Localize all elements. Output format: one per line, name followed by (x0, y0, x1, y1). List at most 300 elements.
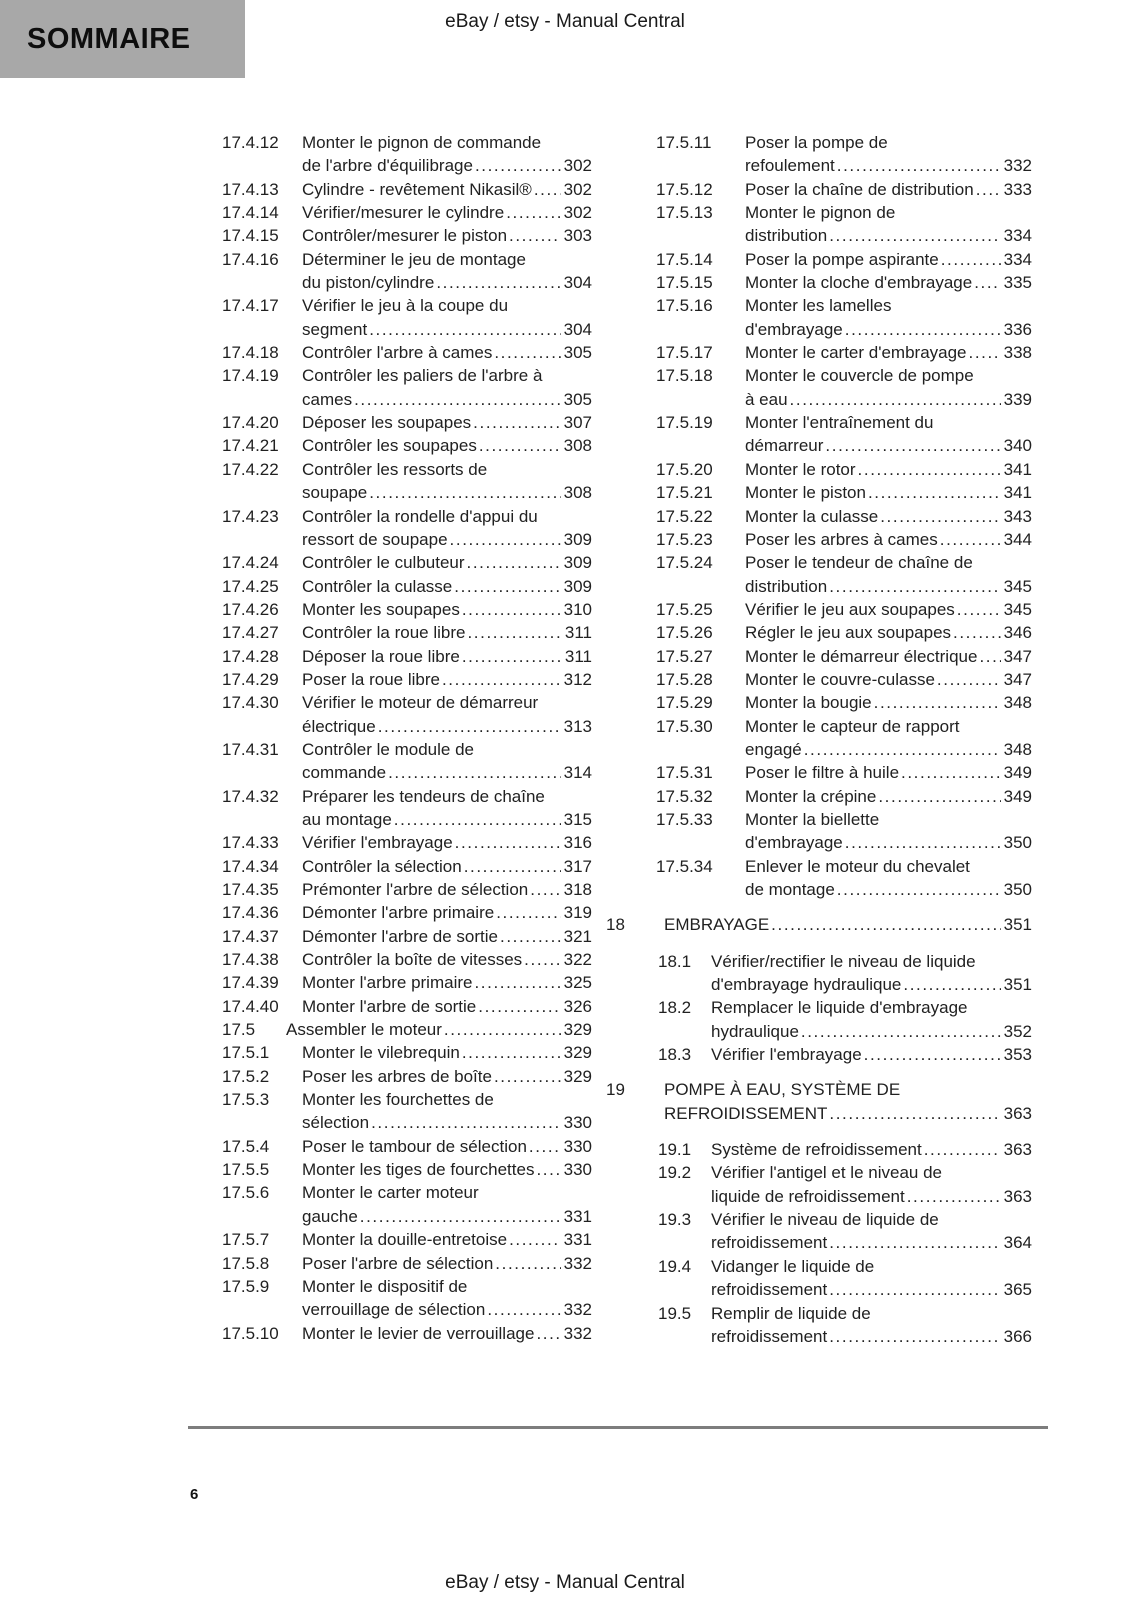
toc-entry-19.5 (658, 1302, 1032, 1349)
toc-entry-17.5.1 (222, 1041, 592, 1064)
toc-entry-17.4.40 (222, 995, 592, 1018)
toc-right-column (606, 131, 1032, 1348)
toc-entry-text: refroidissement (711, 1233, 828, 1253)
toc-entry-19.3 (658, 1208, 1032, 1255)
toc-entry-number: 17.5.26 (656, 623, 713, 643)
toc-entry-text: Monter la biellette (745, 809, 880, 829)
toc-entry-text: liquide de refroidissement (711, 1186, 905, 1206)
toc-entry-17.5.28 (656, 668, 1032, 691)
toc-entry-page: 309 (563, 529, 592, 549)
toc-entry-page: 330 (563, 1136, 592, 1156)
dot-leader (462, 598, 561, 621)
toc-entry-number: 17.5.12 (656, 179, 713, 199)
dot-leader (804, 738, 1001, 761)
toc-entry-body (745, 364, 1032, 411)
toc-entry-text: Prémonter l'arbre de sélection (302, 880, 529, 899)
toc-entry-page: 364 (1003, 1233, 1032, 1253)
toc-entry-page: 305 (563, 343, 592, 363)
toc-entry-lastline (302, 434, 592, 457)
toc-entry-number: 17.4.12 (222, 133, 279, 152)
toc-entry-lastline (302, 878, 592, 901)
toc-entry-text: Vérifier l'antigel et le niveau de (711, 1163, 942, 1183)
toc-entry-number: 19.2 (658, 1163, 692, 1183)
dot-leader (536, 1322, 560, 1345)
toc-entry-text: Poser la roue libre (302, 669, 440, 689)
toc-entry-text: à eau (745, 389, 788, 409)
toc-entry-number: 17.5.5 (222, 1160, 270, 1180)
toc-entry-body (711, 1302, 1032, 1349)
toc-entry-text: Monter le vilebrequin (302, 1043, 460, 1063)
toc-entry-text: de montage (745, 880, 835, 899)
toc-entry-page: 347 (1003, 669, 1032, 689)
toc-entry-text: d'embrayage hydraulique (711, 975, 902, 995)
toc-entry-lastline (711, 973, 1032, 996)
toc-entry-lastline (745, 645, 1032, 668)
toc-entry-number: 17.4.34 (222, 856, 279, 876)
toc-entry-page: 363 (1003, 1186, 1032, 1206)
toc-entry-number: 17.4.22 (222, 459, 279, 479)
dot-leader (479, 434, 561, 457)
toc-entry-number: 17.5.21 (656, 483, 713, 503)
toc-entry-body (302, 364, 592, 411)
toc-entry-19.2 (658, 1161, 1032, 1208)
toc-entry-17.5.14 (656, 248, 1032, 271)
toc-entry-lastline (745, 621, 1032, 644)
toc-entry-text: gauche (302, 1206, 358, 1226)
toc-entry-page: 345 (1003, 599, 1032, 619)
toc-entry-text: Système de refroidissement (711, 1140, 922, 1160)
toc-entry-text: Cylindre - revêtement Nikasil® (302, 179, 532, 199)
toc-entry-page: 332 (563, 1253, 592, 1273)
toc-entry-page: 302 (563, 203, 592, 223)
toc-entry-text: Monter l'entraînement du (745, 413, 934, 433)
toc-entry-lastline (745, 575, 1032, 598)
dot-leader (829, 1278, 1000, 1301)
toc-entry-body (302, 925, 592, 948)
toc-entry-number: 18.3 (658, 1045, 692, 1065)
toc-entry-number: 17.4.32 (222, 786, 279, 806)
toc-entry-text: Poser le tambour de sélection (302, 1136, 527, 1156)
toc-entry-page: 302 (563, 156, 592, 176)
toc-entry-number: 17.5.7 (222, 1230, 270, 1250)
toc-entry-number: 17.4.38 (222, 950, 279, 970)
toc-entry-17.4.16 (222, 248, 592, 295)
toc-entry-number: 17.5.20 (656, 459, 713, 479)
toc-entry-17.4.38 (222, 948, 592, 971)
toc-entry-17.5.20 (656, 458, 1032, 481)
toc-entry-page: 341 (1003, 483, 1032, 503)
toc-entry-lastline (302, 1065, 592, 1088)
toc-entry-lastline (745, 785, 1032, 808)
toc-entry-text: Monter l'arbre de sortie (302, 996, 477, 1016)
toc-entry-page: 345 (1003, 576, 1032, 596)
toc-entry-body (745, 294, 1032, 341)
toc-entry-text: Monter le carter moteur (302, 1183, 479, 1203)
toc-entry-lastline (302, 948, 592, 971)
toc-entry-17.4.28 (222, 645, 592, 668)
toc-entry-body (745, 528, 1032, 551)
toc-entry-number: 17.5.6 (222, 1183, 270, 1203)
toc-entry-17.4.24 (222, 551, 592, 574)
dot-leader (845, 318, 1001, 341)
toc-entry-page: 363 (1003, 1140, 1032, 1160)
dot-leader (937, 668, 1001, 691)
toc-entry-lastline (302, 855, 592, 878)
toc-entry-text: Contrôler la rondelle d'appui du (302, 506, 538, 526)
dot-leader (790, 388, 1001, 411)
toc-entry-number: 17.5.13 (656, 203, 713, 223)
toc-entry-text: Monter le couvercle de pompe (745, 366, 974, 386)
toc-entry-page: 311 (564, 623, 592, 643)
toc-entry-page: 305 (563, 389, 592, 409)
dot-leader (394, 808, 561, 831)
toc-entry-body (711, 1138, 1032, 1161)
toc-entry-text: Vidanger le liquide de (711, 1256, 875, 1276)
toc-entry-body (302, 131, 592, 178)
toc-entry-body (302, 1065, 592, 1088)
toc-entry-17.5.2 (222, 1065, 592, 1088)
toc-entry-17.5.16 (656, 294, 1032, 341)
toc-entry-lastline (302, 598, 592, 621)
toc-entry-text: Démonter l'arbre primaire (302, 903, 495, 923)
toc-entry-number: 17.5.22 (656, 506, 713, 526)
toc-entry-page: 349 (1003, 763, 1032, 783)
toc-entry-page: 304 (563, 273, 592, 293)
dot-leader (529, 1135, 561, 1158)
toc-entry-text: Poser la chaîne de distribution (745, 179, 974, 199)
toc-entry-body (302, 901, 592, 924)
toc-entry-text: Assembler le moteur (286, 1020, 442, 1040)
toc-entry-17.4.22 (222, 458, 592, 505)
toc-entry-lastline (745, 458, 1032, 481)
dot-leader (901, 761, 1001, 784)
toc-entry-lastline (745, 178, 1032, 201)
toc-entry-number: 17.5.34 (656, 856, 713, 876)
toc-entry-17.4.36 (222, 901, 592, 924)
toc-entry-lastline (286, 1018, 592, 1041)
toc-entry-17.5.7 (222, 1228, 592, 1251)
document-header-title: eBay / etsy - Manual Central (445, 11, 685, 32)
toc-entry-lastline (711, 1231, 1032, 1254)
toc-entry-body (745, 808, 1032, 855)
toc-entry-page: 329 (563, 1043, 592, 1063)
toc-entry-text: Monter le levier de verrouillage (302, 1323, 535, 1343)
dot-leader (444, 1018, 561, 1041)
toc-entry-body (302, 505, 592, 552)
toc-entry-17.4.12 (222, 131, 592, 178)
toc-entry-text: Remplir de liquide de (711, 1303, 871, 1323)
toc-entry-number: 17.5.1 (222, 1043, 270, 1063)
toc-entry-17.4.20 (222, 411, 592, 434)
toc-entry-page: 348 (1003, 693, 1032, 713)
toc-entry-page: 310 (563, 599, 592, 619)
toc-entry-body (745, 551, 1032, 598)
toc-entry-page: 331 (563, 1206, 592, 1226)
toc-entry-number: 17.4.17 (222, 296, 279, 316)
toc-entry-page: 317 (563, 856, 592, 876)
toc-entry-body (745, 271, 1032, 294)
toc-entry-number: 17.5.18 (656, 366, 713, 386)
toc-entry-body (302, 341, 592, 364)
toc-entry-text: Contrôler le culbuteur (302, 553, 465, 573)
toc-entry-lastline (745, 388, 1032, 411)
toc-entry-number: 19 (606, 1080, 625, 1100)
toc-entry-text: Poser le filtre à huile (745, 763, 900, 783)
toc-entry-17.4.18 (222, 341, 592, 364)
toc-entry-page: 348 (1003, 739, 1032, 759)
toc-entry-text: du piston/cylindre (302, 273, 435, 293)
dot-leader (467, 621, 561, 644)
toc-entry-text: Contrôler la sélection (302, 856, 462, 876)
toc-entry-body (302, 738, 592, 785)
toc-entry-lastline (711, 1325, 1032, 1348)
toc-entry-lastline (302, 1041, 592, 1064)
toc-entry-text: Monter le piston (745, 483, 866, 503)
toc-entry-page: 365 (1003, 1280, 1032, 1300)
toc-entry-number: 17.5.11 (656, 133, 712, 152)
toc-entry-text: Monter le carter d'embrayage (745, 343, 967, 363)
toc-entry-text: ressort de soupape (302, 529, 448, 549)
dot-leader (940, 528, 1001, 551)
toc-entry-text: distribution (745, 576, 828, 596)
toc-entry-lastline (302, 1228, 592, 1251)
toc-entry-body (302, 1088, 592, 1135)
toc-entry-text: refroidissement (711, 1326, 828, 1346)
toc-entry-page: 343 (1003, 506, 1032, 526)
toc-entry-17.4.19 (222, 364, 592, 411)
toc-entry-body (664, 913, 1032, 936)
toc-entry-number: 19.3 (658, 1210, 692, 1230)
toc-entry-lastline (302, 1252, 592, 1275)
toc-entry-text: Monter le couvre-culasse (745, 669, 935, 689)
toc-entry-page: 330 (563, 1160, 592, 1180)
toc-entry-19 (606, 1078, 1032, 1125)
toc-entry-text: Contrôler la roue libre (302, 623, 466, 643)
toc-entry-text: Poser le tendeur de chaîne de (745, 553, 973, 573)
toc-entry-number: 17.4.40 (222, 996, 279, 1016)
toc-entry-body (745, 341, 1032, 364)
toc-entry-text: verrouillage de sélection (302, 1300, 486, 1320)
dot-leader (360, 1205, 561, 1228)
toc-entry-18.1 (658, 950, 1032, 997)
toc-entry-page: 334 (1003, 249, 1032, 269)
toc-entry-body (302, 551, 592, 574)
dot-leader (467, 551, 561, 574)
toc-entry-body (302, 785, 592, 832)
dot-leader (369, 318, 560, 341)
toc-entry-body (286, 1018, 592, 1041)
toc-entry-17.5.32 (656, 785, 1032, 808)
toc-entry-number: 17.5.30 (656, 716, 713, 736)
toc-entry-lastline (302, 341, 592, 364)
toc-entry-body (302, 1228, 592, 1251)
toc-entry-lastline (302, 645, 592, 668)
document-footer-title: eBay / etsy - Manual Central (445, 1572, 685, 1593)
toc-entry-text: Contrôler le module de (302, 739, 474, 759)
dot-leader (462, 1041, 561, 1064)
dot-leader (534, 178, 561, 201)
toc-entry-page: 366 (1003, 1326, 1032, 1346)
toc-entry-number: 17.5.15 (656, 273, 713, 293)
dot-leader (475, 154, 561, 177)
toc-entry-text: Contrôler la boîte de vitesses (302, 950, 523, 970)
toc-entry-body (745, 411, 1032, 458)
toc-entry-number: 17.4.35 (222, 880, 279, 899)
toc-entry-body (302, 178, 592, 201)
toc-entry-17.4.15 (222, 224, 592, 247)
toc-entry-lastline (302, 925, 592, 948)
toc-entry-lastline (302, 831, 592, 854)
toc-entry-body (711, 950, 1032, 997)
dot-leader (837, 878, 1001, 901)
toc-entry-17.5.31 (656, 761, 1032, 784)
toc-entry-17.5.3 (222, 1088, 592, 1135)
toc-entry-17.4.30 (222, 691, 592, 738)
dot-leader (454, 575, 560, 598)
toc-entry-text: Monter la cloche d'embrayage (745, 273, 973, 293)
toc-entry-17.5.21 (656, 481, 1032, 504)
toc-entry-page: 349 (1003, 786, 1032, 806)
toc-entry-body (711, 1161, 1032, 1208)
toc-entry-page: 302 (563, 179, 592, 199)
toc-entry-lastline (302, 1135, 592, 1158)
toc-entry-lastline (302, 1298, 592, 1321)
toc-entry-body (302, 645, 592, 668)
toc-entry-body (745, 201, 1032, 248)
toc-entry-text: Contrôler l'arbre à cames (302, 343, 493, 363)
toc-entry-number: 19.1 (658, 1140, 692, 1160)
toc-entry-17.5.17 (656, 341, 1032, 364)
toc-entry-text: Vérifier/rectifier le niveau de liquide (711, 951, 976, 971)
toc-entry-text: cames (302, 389, 353, 409)
toc-entry-lastline (302, 224, 592, 247)
toc-entry-number: 17.4.13 (222, 179, 279, 199)
toc-entry-page: 313 (563, 716, 592, 736)
toc-entry-lastline (302, 761, 592, 784)
toc-entry-19.1 (658, 1138, 1032, 1161)
dot-leader (829, 224, 1000, 247)
toc-entry-page: 344 (1003, 529, 1032, 549)
toc-entry-text: Monter la crépine (745, 786, 877, 806)
toc-entry-17.5.9 (222, 1275, 592, 1322)
toc-entry-body (302, 855, 592, 878)
toc-entry-17.5.29 (656, 691, 1032, 714)
dot-leader (974, 271, 1000, 294)
toc-entry-17.4.25 (222, 575, 592, 598)
dot-leader (941, 248, 1001, 271)
toc-entry-number: 17.5.31 (656, 763, 713, 783)
toc-entry-text: de l'arbre d'équilibrage (302, 156, 473, 176)
toc-entry-page: 329 (563, 1020, 592, 1040)
toc-entry-body (745, 645, 1032, 668)
toc-entry-body (302, 575, 592, 598)
toc-entry-text: Régler le jeu aux soupapes (745, 623, 952, 643)
toc-entry-lastline (302, 668, 592, 691)
toc-entry-text: refroidissement (711, 1280, 828, 1300)
toc-entry-body (302, 878, 592, 901)
toc-entry-17.5.23 (656, 528, 1032, 551)
toc-entry-17.4.37 (222, 925, 592, 948)
toc-entry-body (664, 1078, 1032, 1125)
toc-entry-body (745, 691, 1032, 714)
toc-entry-17.5.18 (656, 364, 1032, 411)
toc-entry-text: Monter le pignon de (745, 203, 896, 223)
toc-entry-number: 17.4.14 (222, 203, 279, 223)
toc-entry-page: 336 (1003, 319, 1032, 339)
toc-entry-17.5.30 (656, 715, 1032, 762)
toc-entry-text: sélection (302, 1113, 370, 1133)
toc-entry-page: 316 (563, 833, 592, 853)
toc-entry-lastline (745, 528, 1032, 551)
toc-entry-number: 17.5.32 (656, 786, 713, 806)
toc-entry-lastline (745, 481, 1032, 504)
toc-entry-text: Poser les arbres à cames (745, 529, 938, 549)
toc-entry-number: 17.4.25 (222, 576, 279, 596)
dot-leader (907, 1185, 1001, 1208)
toc-entry-lastline (664, 1102, 1032, 1125)
toc-entry-number: 19.5 (658, 1303, 692, 1323)
toc-entry-17.4.21 (222, 434, 592, 457)
toc-entry-body (745, 598, 1032, 621)
toc-entry-text: au montage (302, 809, 392, 829)
toc-entry-number: 17.5.10 (222, 1323, 279, 1343)
toc-entry-lastline (745, 434, 1032, 457)
toc-entry-number: 17.4.33 (222, 833, 279, 853)
toc-entry-number: 17.4.21 (222, 436, 279, 456)
dot-leader (354, 388, 561, 411)
dot-leader (829, 1102, 1000, 1125)
dot-leader (473, 411, 560, 434)
dot-leader (524, 948, 560, 971)
toc-entry-lastline (302, 388, 592, 411)
toc-entry-text: Monter le dispositif de (302, 1276, 468, 1296)
toc-entry-text: Monter l'arbre primaire (302, 973, 473, 993)
dot-leader (878, 785, 1000, 808)
toc-entry-text: Poser la pompe aspirante (745, 249, 939, 269)
toc-entry-17.5.11 (656, 131, 1032, 178)
dot-leader (825, 434, 1000, 457)
toc-entry-number: 17.4.31 (222, 739, 279, 759)
toc-entry-lastline (745, 224, 1032, 247)
toc-entry-page: 331 (563, 1230, 592, 1250)
toc-entry-17.5.24 (656, 551, 1032, 598)
toc-entry-page: 311 (564, 646, 592, 666)
toc-entry-page: 315 (563, 809, 592, 829)
toc-entry-body (302, 691, 592, 738)
toc-entry-page: 340 (1003, 436, 1032, 456)
toc-entry-page: 334 (1003, 226, 1032, 246)
toc-entry-lastline (302, 1158, 592, 1181)
dot-leader (487, 1298, 560, 1321)
toc-entry-text: Déposer les soupapes (302, 413, 472, 433)
toc-entry-text: Enlever le moteur du chevalet (745, 856, 970, 876)
toc-entry-17.4.39 (222, 971, 592, 994)
toc-entry-text: Remplacer le liquide d'embrayage (711, 998, 968, 1018)
toc-entry-text: POMPE À EAU, SYSTÈME DE (664, 1080, 901, 1100)
toc-entry-page: 350 (1003, 880, 1032, 899)
toc-entry-body (302, 224, 592, 247)
toc-entry-text: d'embrayage (745, 319, 843, 339)
toc-entry-text: Monter le pignon de commande (302, 133, 542, 152)
toc-entry-number: 19.4 (658, 1256, 692, 1276)
toc-entry-body (302, 668, 592, 691)
toc-entry-lastline (302, 318, 592, 341)
toc-entry-body (711, 1255, 1032, 1302)
toc-entry-17.5.5 (222, 1158, 592, 1181)
toc-entry-text: hydraulique (711, 1021, 799, 1041)
footer-divider (188, 1426, 1048, 1429)
toc-entry-text: Monter les tiges de fourchettes (302, 1160, 535, 1180)
